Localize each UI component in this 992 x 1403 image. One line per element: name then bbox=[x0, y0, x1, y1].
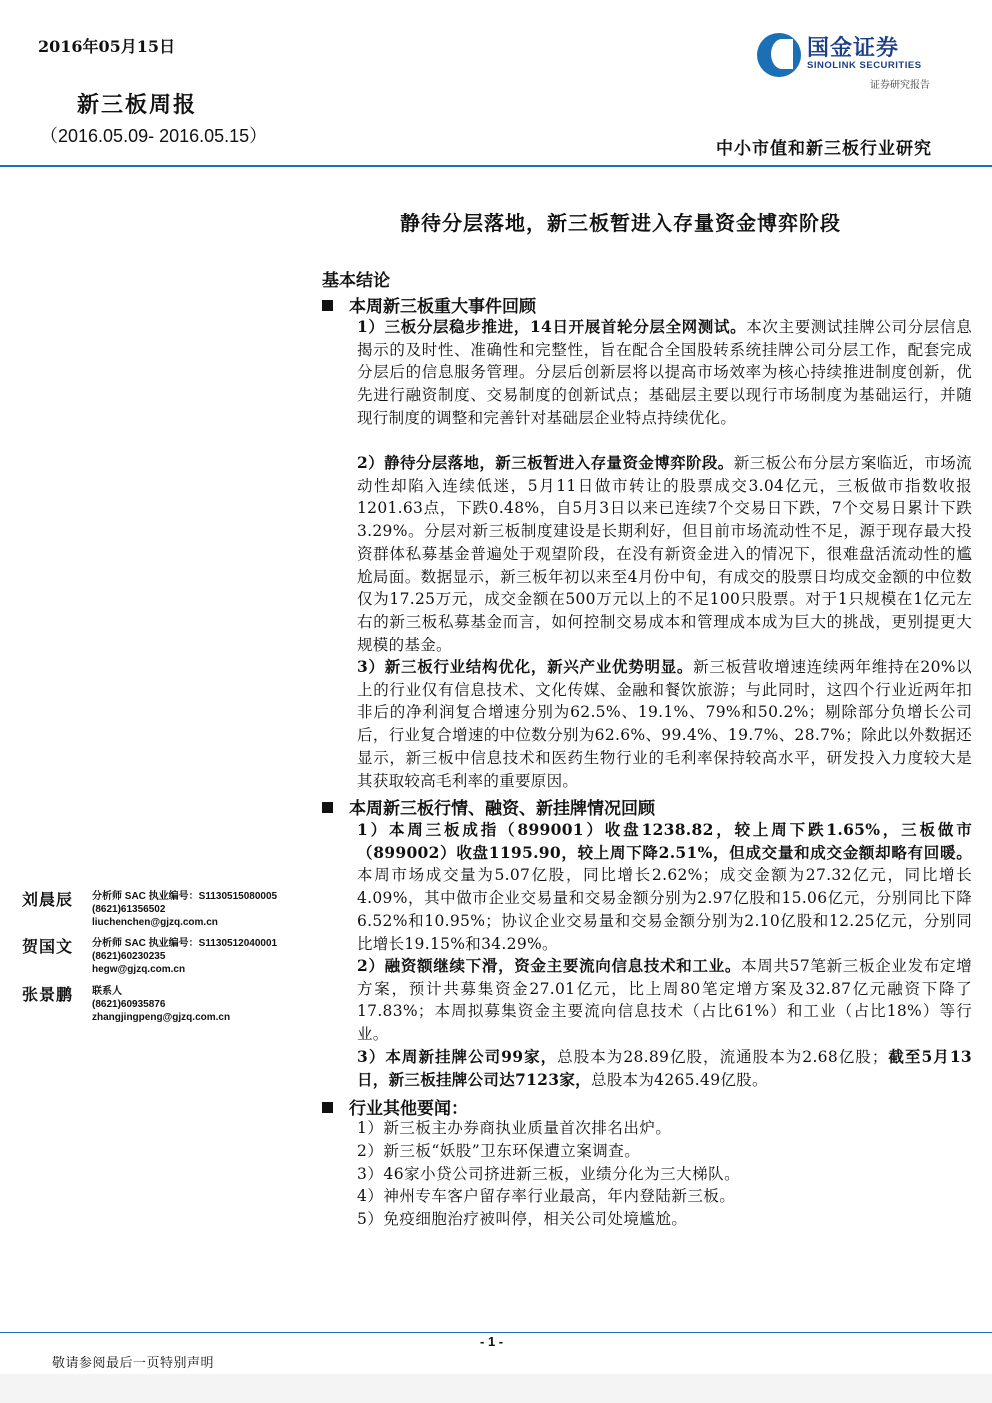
author-role: 联系人 bbox=[92, 986, 122, 997]
paragraph-lead: 3）新三板行业结构优化，新兴产业优势明显。 bbox=[357, 657, 694, 676]
author-name: 刘晨辰 bbox=[22, 890, 74, 909]
news-item: 5）免疫细胞治疗被叫停，相关公司处境尴尬。 bbox=[357, 1210, 688, 1228]
page-number: - 1 - bbox=[480, 1334, 504, 1349]
section-title: 本周新三板重大事件回顾 bbox=[349, 297, 536, 317]
header-divider bbox=[0, 165, 992, 167]
report-period: （2016.05.09- 2016.05.15） bbox=[40, 126, 268, 146]
section-heading bbox=[322, 794, 655, 819]
paragraph-lead: 1）本周三板成指（899001）收盘1238.82，较上周下跌1.65%，三板做市（899002）收盘1195.90，较上周下降2.51%，但成交量和成交金额却略有回暖。 bbox=[357, 820, 972, 862]
paragraph-body: 总股本为28.89亿股，流通股本为2.68亿股； bbox=[557, 1048, 888, 1066]
paragraph bbox=[357, 819, 972, 955]
paragraph-body: 新三板公布分层方案临近，市场流动性却陷入连续低迷，5月11日做市转让的股票成交3.04亿元，三板做市指数收报1201.63点，下跌0.48%，自5月3日以来已连续7个交易日下跌，7个交易日累计下跌3.29%。分层对新三板制度建设是长期利好，但目前市场流动性不足，源于现存最大投资群体私募基金普遍处于观望阶段，在没有新资金进入的情况下，很难盘活流动性的尴尬局面。数据显示，新三板年初以来至4月份中旬，有成交的股票日均成交金额的中位数仅为17.25万元，成交金额在500万元以上的不足100只股票。对于1只规模在1亿元左右的新三板私募基金而言，如何控制交易成本和管理成本成为巨大的挑战，更别提更大规模的基金。 bbox=[357, 454, 972, 654]
paragraph-body: 本周共57笔新三板企业发布定增方案，预计共募集资金27.01亿元，比上周80笔定增方案及32.87亿元融资下降了17.83%；本周拟募集资金主要流向信息技术（占比61%）和工业（占比18%）等行业。 bbox=[357, 957, 972, 1044]
section-title: 本周新三板行情、融资、新挂牌情况回顾 bbox=[349, 799, 655, 819]
author-info bbox=[92, 891, 277, 929]
footer-divider bbox=[0, 1332, 992, 1333]
news-item: 2）新三板“妖股”卫东环保遭立案调查。 bbox=[357, 1142, 641, 1160]
paragraph-lead: 2）融资额继续下滑，资金主要流向信息技术和工业。 bbox=[357, 956, 742, 975]
author-email[interactable]: hegw@gjzq.com.cn bbox=[92, 963, 186, 975]
author-phone: (8621)60935876 bbox=[92, 998, 166, 1010]
author-email[interactable]: liuchenchen@gjzq.com.cn bbox=[92, 916, 218, 928]
conclusion-label: 基本结论 bbox=[322, 271, 390, 291]
headline: 静待分层落地，新三板暂进入存量资金博弈阶段 bbox=[400, 211, 841, 235]
paragraph-lead: 1）三板分层稳步推进，14日开展首轮分层全网测试。 bbox=[357, 317, 747, 336]
paragraph-lead: 3）本周新挂牌公司99家， bbox=[357, 1047, 558, 1066]
author-phone: (8621)60230235 bbox=[92, 950, 166, 962]
paragraph bbox=[357, 452, 972, 656]
square-bullet-icon bbox=[322, 300, 333, 311]
sector-label: 中小市值和新三板行业研究 bbox=[716, 139, 932, 159]
paragraph-lead: 2）静待分层落地，新三板暂进入存量资金博弈阶段。 bbox=[357, 453, 734, 472]
paragraph bbox=[357, 316, 972, 430]
paragraph bbox=[357, 955, 972, 1046]
section-heading bbox=[322, 292, 536, 317]
author-info bbox=[92, 986, 230, 1024]
paragraph-body: 新三板营收增速连续两年维持在20%以上的行业仅有信息技术、文化传媒、金融和餐饮旅游；与此同时，这四个行业近两年扣非后的净利润复合增速分别为62.5%、19.1%、79%和50.2%；剔除部分负增长公司后，行业复合增速的中位数分别为62.6%、99.4%、19.7%、28.7%；除此以外数据还显示，新三板中信息技术和医药生物行业的毛利率保持较高水平，研发投入力度较大是其获取较高毛利率的重要原因。 bbox=[357, 658, 972, 790]
report-title: 新三板周报 bbox=[77, 92, 198, 118]
news-item: 1）新三板主办券商执业质量首次排名出炉。 bbox=[357, 1119, 672, 1137]
paragraph bbox=[357, 656, 972, 792]
section-title: 行业其他要闻： bbox=[349, 1099, 468, 1119]
author-email[interactable]: zhangjingpeng@gjzq.com.cn bbox=[92, 1011, 231, 1023]
logo-name-cn: 国金证券 bbox=[807, 36, 900, 61]
news-item: 3）46家小贷公司挤进新三板，业绩分化为三大梯队。 bbox=[357, 1165, 741, 1183]
paragraph-body: 本周市场成交量为5.07亿股，同比增长2.62%；成交金额为27.32亿元，同比增长4.09%，其中做市企业交易量和交易金额分别为2.97亿股和15.06亿元，分别同比下降6.52%和10.95%；协议企业交易量和交易金额分别为2.10亿股和12.25亿元，分别同比增长19.15%和34.29%。 bbox=[357, 866, 972, 953]
section-heading bbox=[322, 1094, 468, 1119]
author-credential: 分析师 SAC 执业编号：S1130512040001 bbox=[92, 938, 278, 949]
paragraph bbox=[357, 1046, 972, 1091]
paragraph-lead: 截至5月13日，新三板挂牌公司达7123家， bbox=[357, 1047, 973, 1089]
author-info bbox=[92, 938, 277, 976]
news-item: 4）神州专车客户留存率行业最高，年内登陆新三板。 bbox=[357, 1187, 736, 1205]
author-phone: (8621)61356502 bbox=[92, 903, 166, 915]
square-bullet-icon bbox=[322, 802, 333, 813]
paragraph-body: 本次主要测试挂牌公司分层信息揭示的及时性、准确性和完整性，旨在配合全国股转系统挂牌公司分层工作，配套完成分层后的信息服务管理。分层后创新层将以提高市场效率为核心持续推进制度创新，优先进行融资制度、交易制度的创新试点；基础层主要以现行市场制度为基础运行，并随现行制度的调整和完善针对基础层企业特点持续优化。 bbox=[357, 318, 972, 427]
report-date: 2016年05月15日 bbox=[38, 37, 176, 56]
square-bullet-icon bbox=[322, 1102, 333, 1113]
author-credential: 分析师 SAC 执业编号：S1130515080005 bbox=[92, 891, 278, 902]
company-logo bbox=[757, 31, 947, 91]
author-name: 贺国文 bbox=[22, 937, 74, 956]
logo-emblem-icon bbox=[757, 33, 801, 77]
logo-subtitle: 证券研究报告 bbox=[870, 80, 930, 91]
footer-disclaimer: 敬请参阅最后一页特别声明 bbox=[52, 1356, 215, 1371]
author-name: 张景鹏 bbox=[22, 985, 74, 1004]
footer-band bbox=[0, 1374, 992, 1403]
paragraph-body: 总股本为4265.49亿股。 bbox=[590, 1070, 768, 1089]
logo-name-en: SINOLINK SECURITIES bbox=[807, 60, 922, 71]
